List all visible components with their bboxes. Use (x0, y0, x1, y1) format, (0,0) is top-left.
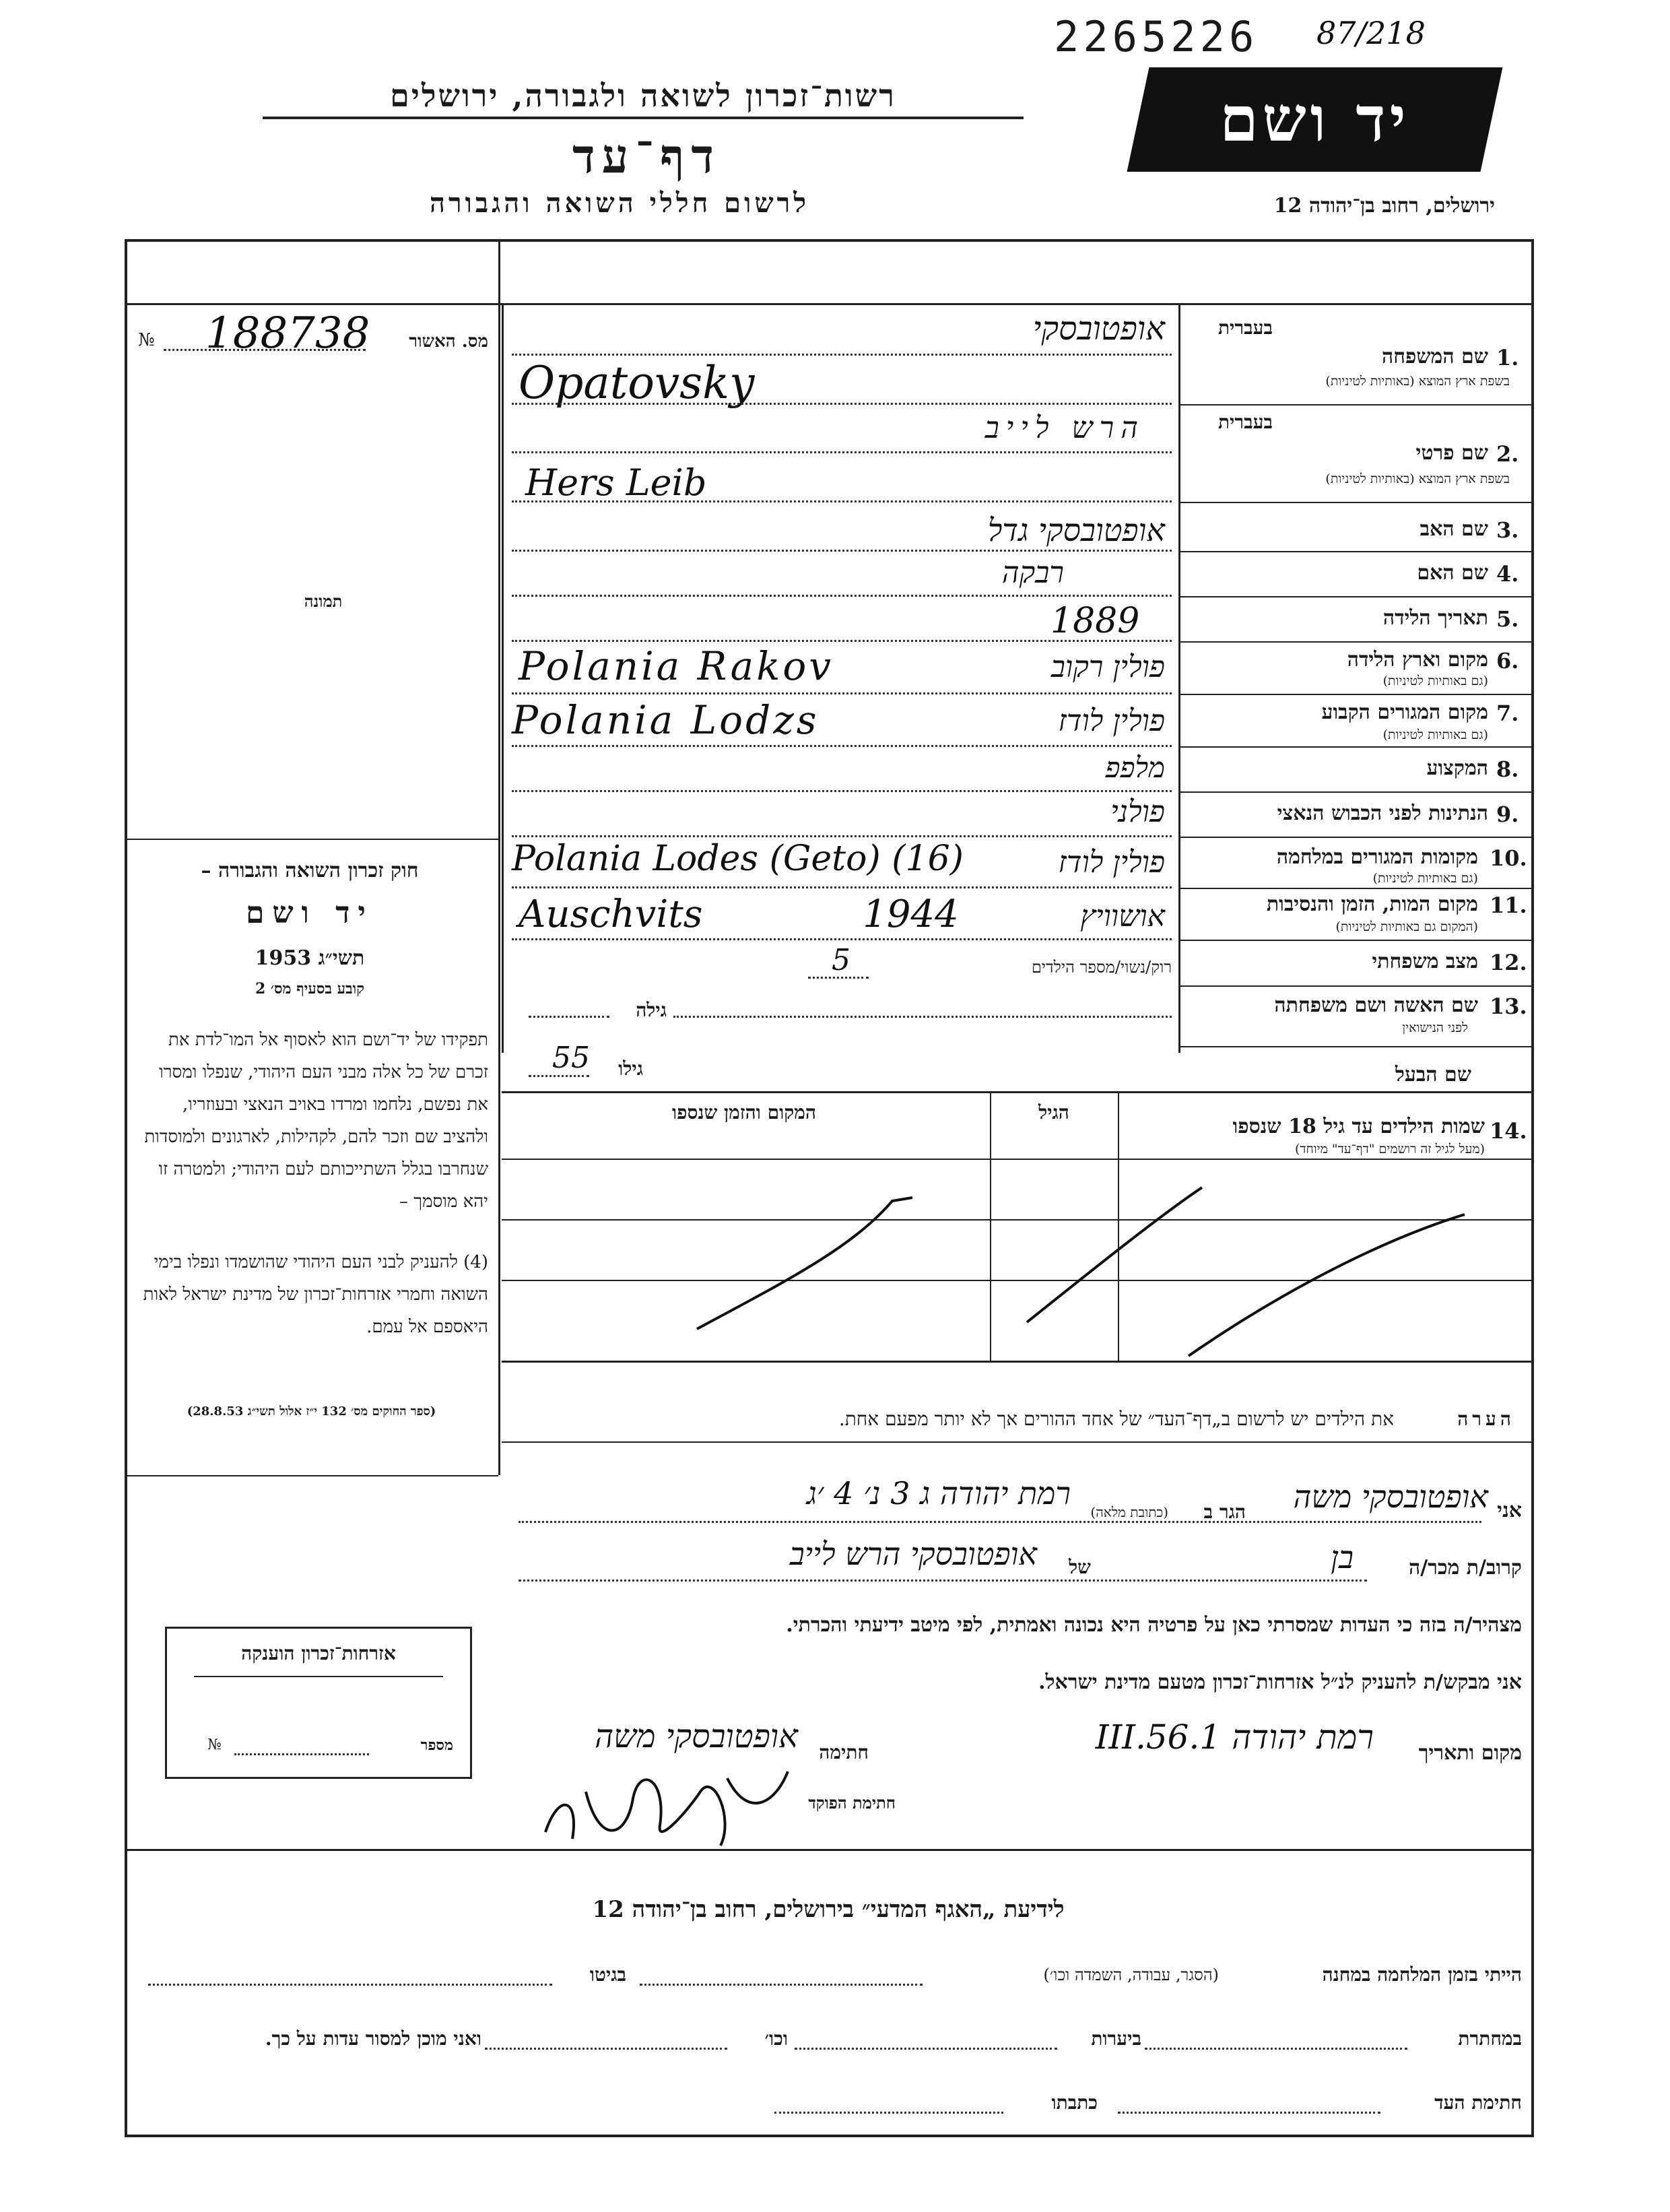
occupation-line (512, 790, 1172, 792)
residence-hebrew-value[interactable]: פולין לודז (1058, 704, 1165, 738)
field-1-sublabel: בשפת ארץ המוצא (באותיות לטיניות) (1325, 374, 1510, 389)
official-signature-scribble (532, 1751, 801, 1852)
surname-latin-value[interactable]: Opatovsky (519, 357, 755, 409)
relative-value[interactable]: בן (1331, 1539, 1354, 1575)
marital-status-options: רוק/נשוי/מספר הילדים (1031, 958, 1172, 977)
field-11-sublabel: (המקום גם באותיות לטיניות) (1335, 919, 1478, 934)
approval-number-field[interactable] (131, 308, 495, 358)
field-10-number: 10. (1490, 845, 1527, 871)
children-count-value[interactable]: 5 (832, 943, 850, 977)
camp-line[interactable] (640, 1984, 923, 1986)
witness-address-line[interactable] (774, 2112, 1003, 2114)
children-strike-marks (502, 1161, 1531, 1363)
field-7-label: מקום המגורים הקבוע (1321, 701, 1488, 724)
etc-line[interactable] (485, 2048, 727, 2050)
declarant-address-value[interactable]: רמת יהודה ג 3 נ׳ 4 ׳ג (806, 1475, 1071, 1511)
citizenship-award-box (165, 1627, 472, 1779)
note-text: את הילדים יש לרשום ב„דף־העד״ של אחד ההורים אך לא יותר מפעם אחת. (838, 1408, 1394, 1430)
birth-place-hebrew-value[interactable]: פולין רקוב (1050, 650, 1165, 684)
wartime-residence-line (512, 886, 1172, 888)
field-12-label: מצב משפחתי (1372, 950, 1478, 973)
nationality-line (512, 835, 1172, 837)
relative-label: קרוב/ת מכר/ה (1408, 1556, 1522, 1580)
witness-signature-line[interactable] (1118, 2112, 1380, 2114)
first-name-latin-line (512, 500, 1172, 502)
death-place-hebrew-value[interactable]: אושוויץ (1080, 899, 1165, 934)
field-7-number: 7. (1496, 701, 1519, 726)
field-5-number: 5. (1496, 606, 1519, 632)
award-box-number-label: מספר (420, 1736, 453, 1754)
law-citation: (ספר החוקים מס׳ 132 י״ז אלול תשי״ג 28.8.53) (187, 1404, 436, 1419)
children-field-number: 14. (1490, 1118, 1527, 1144)
field-6-sublabel: (גם באותיות לטיניות) (1382, 674, 1488, 688)
award-box-no: № (207, 1736, 222, 1753)
number-sign: № (138, 330, 155, 350)
field-5-label: תאריך הלידה (1382, 606, 1488, 630)
residence-line (512, 745, 1172, 747)
field-11-number: 11. (1490, 892, 1527, 918)
wife-age-line (529, 1016, 609, 1018)
residence-latin-value[interactable]: Polania Lodzs (512, 697, 820, 743)
surname-latin-line (512, 403, 1172, 405)
field-12-number: 12. (1490, 950, 1527, 975)
institution-address: ירושלים, רחוב בן־יהודה 12 (1273, 194, 1495, 218)
underground-label: במחתרת (1458, 2027, 1522, 2050)
field-4-label: שם האם (1417, 561, 1488, 585)
request-statement: אני מבקש/ת להעניק לנ״ל אזרחות־זכרון מטעם מדינת ישראל. (1038, 1670, 1522, 1694)
field-2-label: שם פרטי (1415, 441, 1488, 465)
field-1-hebrew-tag: בעברית (1217, 317, 1273, 339)
birth-place-latin-value[interactable]: Polania Rakov (519, 643, 834, 689)
field-2-number: 2. (1496, 441, 1519, 467)
husband-age-line (529, 1075, 589, 1077)
death-place-line (512, 938, 1172, 940)
husband-name-label: שם הבעל (1395, 1063, 1471, 1086)
handwritten-stamp-number: 87/218 (1316, 15, 1426, 51)
form-title: דף־עד (572, 128, 721, 184)
logo-text: יד ושם (1220, 83, 1410, 156)
underground-line[interactable] (1145, 2048, 1407, 2050)
first-name-hebrew-value[interactable]: הרש לייב (984, 411, 1145, 445)
form-subtitle: לרשום חללי השואה והגבורה (429, 187, 810, 219)
photo-area-label: תמונה (304, 591, 343, 611)
birth-date-line (512, 640, 1172, 642)
forests-label: ביערות (1091, 2027, 1141, 2050)
first-name-hebrew-line (512, 451, 1172, 453)
death-place-latin-value[interactable]: Auschvits 1944 (519, 892, 959, 936)
camp-line-label: הייתי בזמן המלחמה במחנה (1322, 1963, 1522, 1986)
field-4-number: 4. (1496, 561, 1519, 587)
law-title: חוק זכרון השואה והגבורה – (201, 859, 419, 882)
field-1-label: שם המשפחה (1381, 345, 1488, 368)
relative-of-value[interactable]: אופטובסקי הרש לייב (789, 1536, 1037, 1572)
law-section: קובע בסעיף מס׳ 2 (255, 980, 365, 998)
field-9-label: הנתינות לפני הכבוש הנאצי (1277, 802, 1488, 825)
declaration-statement: מצהיר/ה בזה כי העדות שמסרתי כאן על פרטיה היא נכונה ואמתית, לפי מיטב ידיעתי והכרתי. (786, 1613, 1522, 1637)
law-title-yad-vashem: יד ושם (246, 896, 374, 930)
field-2-hebrew-tag: בעברית (1217, 411, 1273, 433)
field-8-label: המקצוע (1426, 756, 1488, 780)
husband-age-label: גילו (618, 1058, 643, 1080)
marital-line (808, 977, 869, 979)
ghetto-label: בגיטו (589, 1963, 626, 1986)
signature-label: חתימה (819, 1741, 869, 1763)
place-date-value[interactable]: רמת יהודה 1.III.56 (1095, 1718, 1374, 1757)
wife-age-label: גילה (636, 999, 667, 1021)
award-box-title: אזרחות־זכרון הוענקה (241, 1642, 396, 1664)
note-label: הערה (1457, 1408, 1515, 1430)
field-6-label: מקום וארץ הלידה (1347, 648, 1488, 672)
authority-name: רשות־זכרון לשואה ולגבורה, ירושלים (263, 77, 1024, 119)
mother-name-line (512, 595, 1172, 597)
field-9-number: 9. (1496, 802, 1519, 827)
wife-name-line (673, 1016, 1172, 1018)
field-10-sublabel: (גם באותיות לטיניות) (1372, 871, 1478, 886)
witness-signature-label: חתימת העד (1434, 2091, 1522, 2114)
testimony-statement: ואני מוכן למסור עדות על כך. (265, 2027, 481, 2050)
surname-hebrew-line (512, 354, 1172, 356)
children-age-header: הגיל (1038, 1101, 1069, 1124)
declarant-line (519, 1521, 1481, 1523)
field-10-label: מקומות המגורים במלחמה (1276, 845, 1478, 869)
witness-address-label: כתבתו (1051, 2091, 1098, 2114)
occupation-value[interactable]: מלפפ (1105, 751, 1165, 784)
field-11-label: מקום המות, הזמן והנסיבות (1266, 892, 1478, 916)
law-paragraph-1: תפקידו של יד־ושם הוא לאסוף אל המו־לדת את זכרם של כל אלה מבני העם היהודי, שנפלו ומסרו את נפשם, נלחמו ומרדו באויב הנאצי ובעוזריו, ולהציב שם וזכר להם, לקהילות, לארגונים ולמוסדות שנחרבו בגלל השתייכותם לעם היהודי; ולמטרה זו יהא מוסמך – (144, 1030, 488, 1212)
first-name-latin-value[interactable]: Hers Leib (525, 461, 707, 504)
of-label: של (1069, 1556, 1091, 1578)
mother-name-value[interactable]: רבקה (1001, 556, 1064, 590)
birth-date-value[interactable]: 1889 (1050, 601, 1140, 641)
signature-value[interactable]: אופטובסקי משה (594, 1718, 798, 1755)
declaration-i: אני (1497, 1499, 1522, 1522)
wartime-residence-hebrew-value[interactable]: פולין לודז (1058, 845, 1165, 880)
archive-stamp-number: 2265226 (1054, 12, 1259, 61)
children-names-subheader: (מעל לגיל זה רושמים "דף־עד" מיוחד) (1294, 1142, 1485, 1157)
yad-vashem-logo (1127, 67, 1503, 172)
birth-place-line (512, 692, 1172, 694)
surname-hebrew-value[interactable]: אופטובסקי (1032, 310, 1165, 348)
field-3-number: 3. (1496, 517, 1519, 543)
place-date-label: מקום ותאריך (1418, 1741, 1522, 1765)
approval-number-value: 188738 (205, 308, 370, 358)
residing-sublabel: (כתובת מלאה) (1090, 1504, 1168, 1520)
etc-label: וכו׳ (764, 2027, 788, 2050)
field-6-number: 6. (1496, 648, 1519, 674)
father-name-value[interactable]: אופטובסקי גדל (987, 512, 1165, 548)
official-signature-label: חתימת הפוקד (808, 1793, 896, 1813)
field-7-sublabel: (גם באותיות לטיניות) (1382, 727, 1488, 742)
field-1-number: 1. (1496, 345, 1519, 370)
husband-age-value[interactable]: 55 (552, 1041, 590, 1075)
scientific-dept-title: לידיעת „האגף המדעי״ בירושלים, רחוב בן־יהודה 12 (592, 1896, 1065, 1923)
field-13-number: 13. (1490, 994, 1527, 1019)
forests-line[interactable] (795, 2048, 1057, 2050)
field-3-label: שם האב (1420, 517, 1488, 541)
field-13-sublabel: לפני הנישואין (1402, 1020, 1468, 1035)
children-place-header: המקום והזמן שנספו (672, 1101, 816, 1124)
declarant-name-value[interactable]: אופטובסקי משה (1293, 1478, 1488, 1515)
father-name-line (512, 550, 1172, 552)
field-8-number: 8. (1496, 756, 1519, 782)
nationality-value[interactable]: פולני (1110, 795, 1165, 829)
camp-line-sublabel: (הסגר, עבודה, השמדה וכו׳) (1043, 1965, 1219, 1984)
residing-label: הגר ב (1203, 1501, 1246, 1523)
law-year: תשי״ג 1953 (255, 946, 365, 970)
children-names-header: שמות הילדים עד גיל 18 שנספו (1232, 1115, 1485, 1138)
law-paragraph-2: (4) להעניק לבני העם היהודי שהושמדו ונפלו בימי השואה וחמרי אזרחות־זכרון של מדינת ישראל לאות היאספם אל עמם. (143, 1252, 488, 1337)
ghetto-line[interactable] (148, 1984, 552, 1986)
approval-label: מס. האשור (409, 331, 488, 352)
relative-line (519, 1580, 1367, 1582)
wartime-residence-latin-value[interactable]: Polania Lodes (Geto) (16) (512, 839, 964, 879)
field-13-label: שם האשה ושם משפחתה (1274, 994, 1478, 1017)
field-2-sublabel: בשפת ארץ המוצא (באותיות לטיניות) (1325, 471, 1510, 486)
